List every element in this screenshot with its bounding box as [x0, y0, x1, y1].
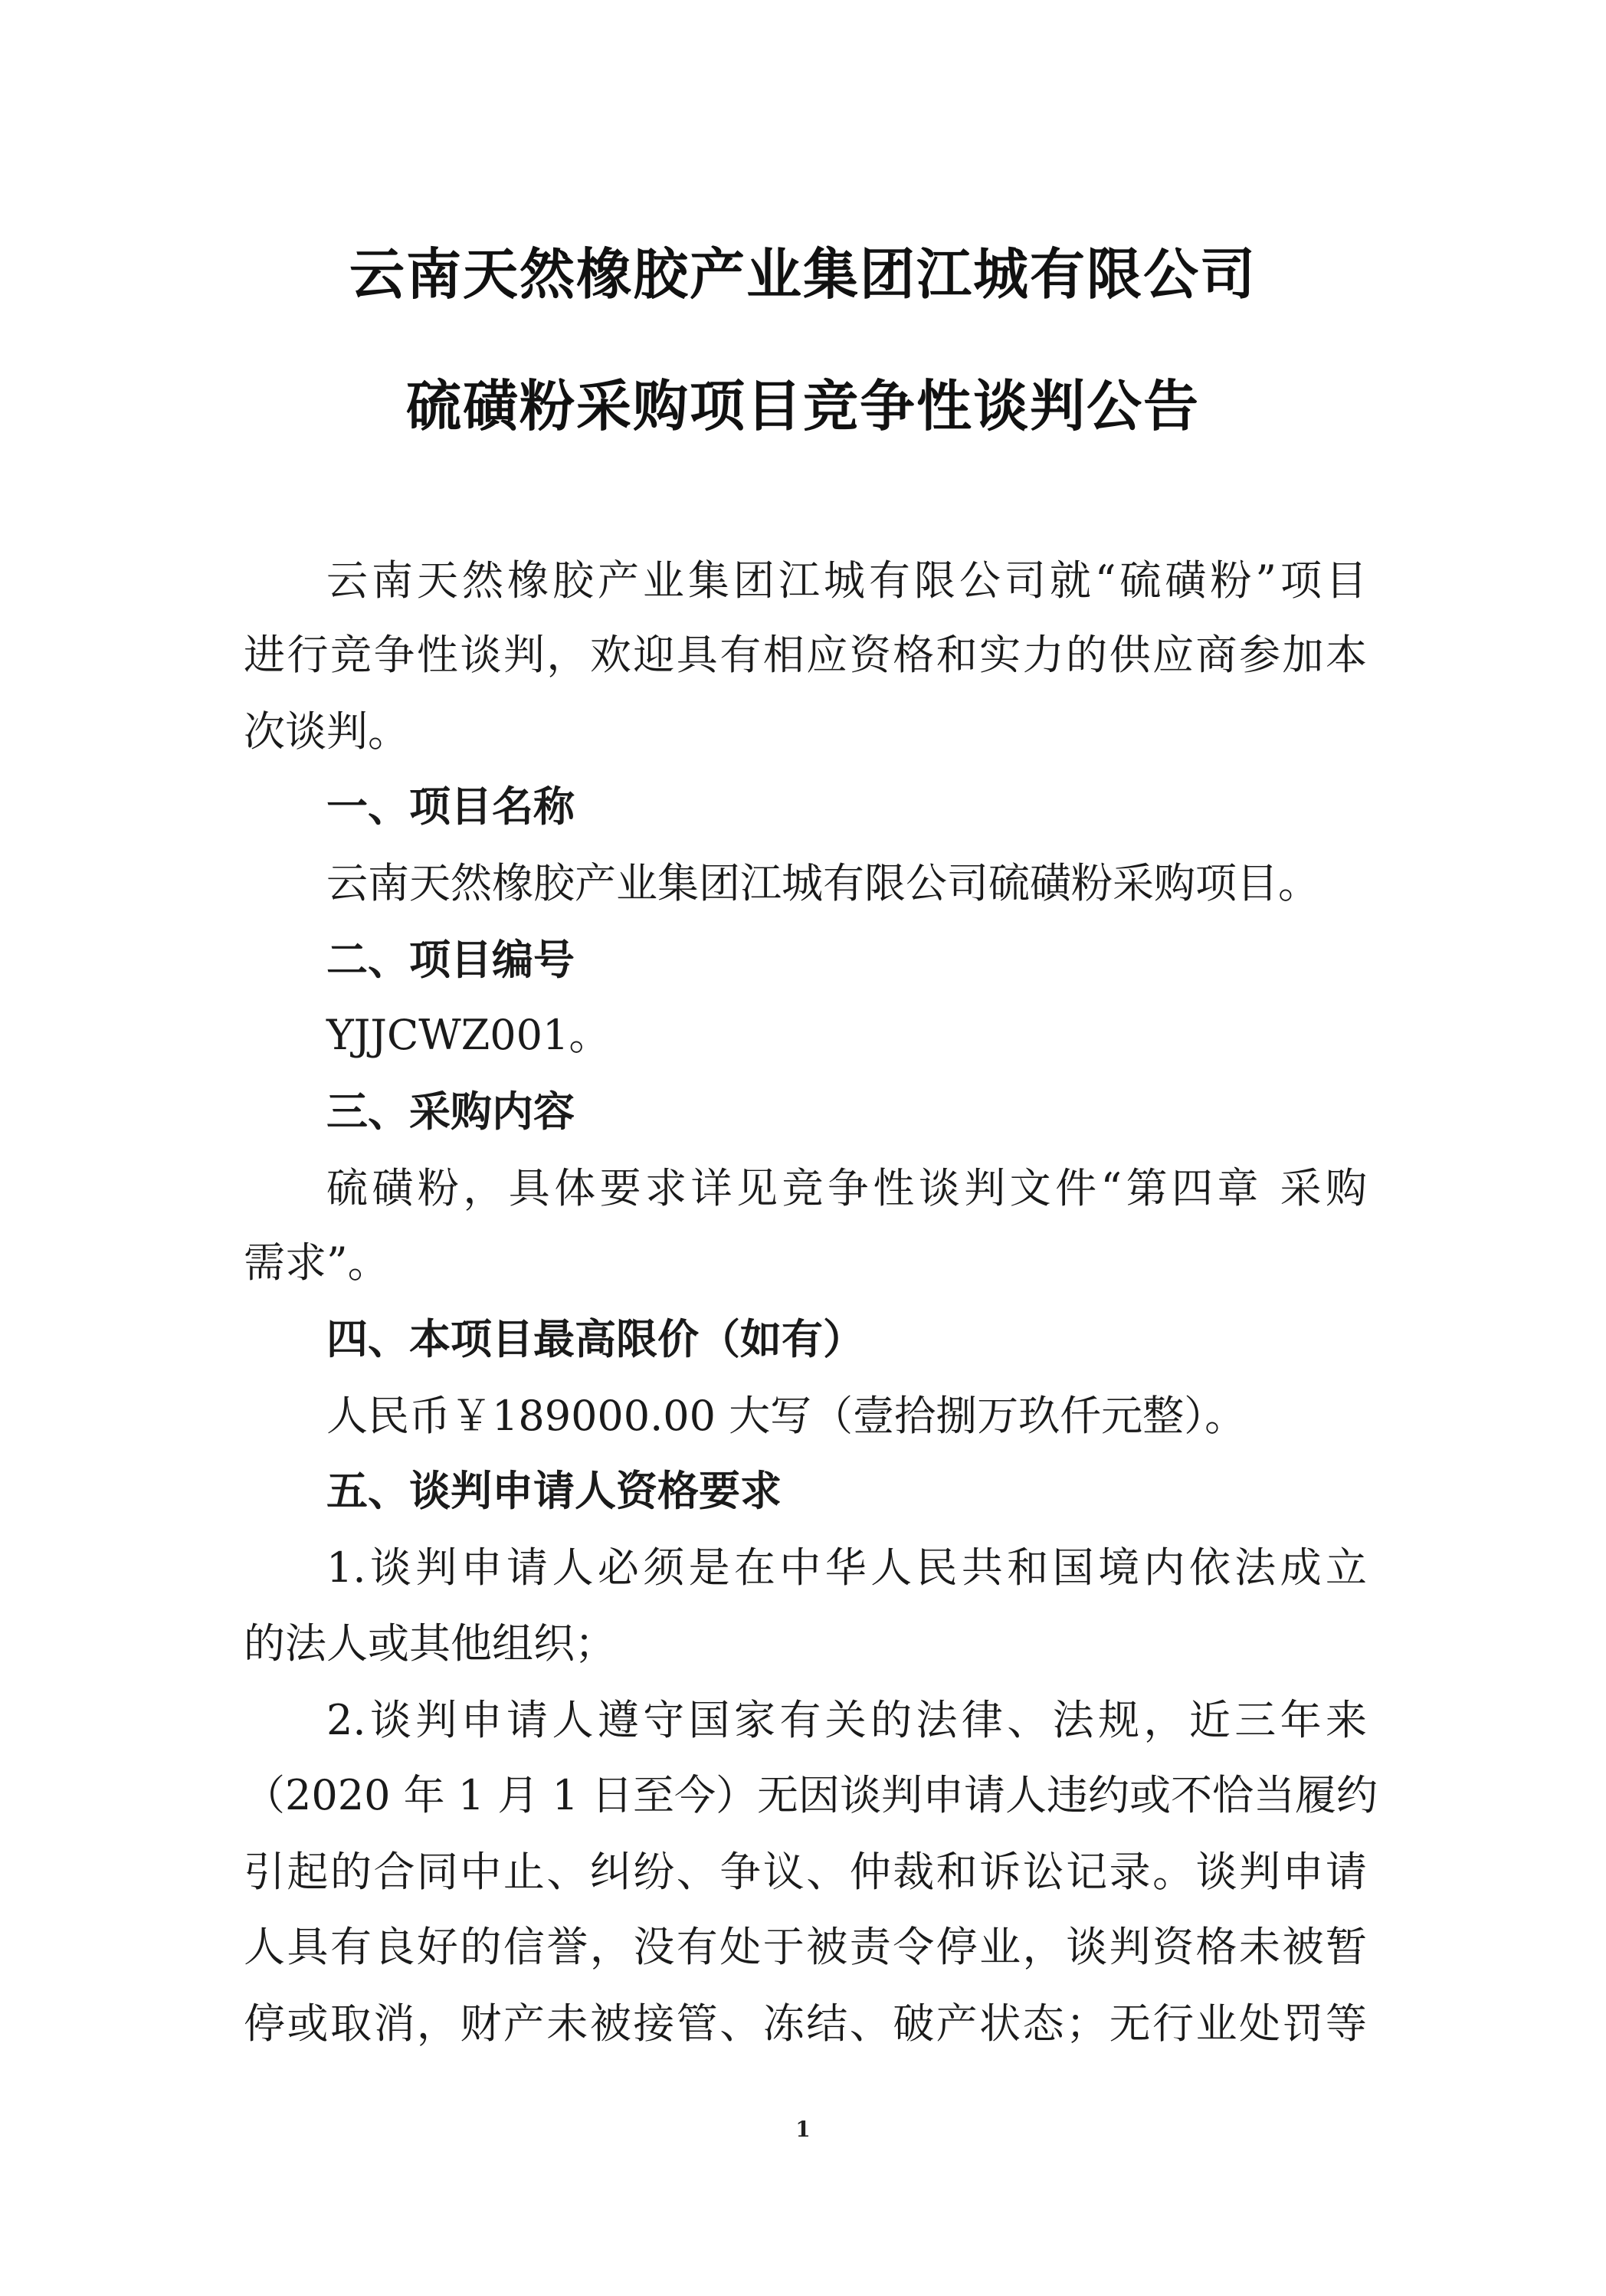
section-5-item-1-line-2: 的法人或其他组织； — [244, 1619, 616, 1668]
section-5-item-2-line-1: 2.谈判申请人遵守国家有关的法律、法规，近三年来 — [326, 1696, 1367, 1744]
section-5-heading: 五、谈判申请人资格要求 — [326, 1467, 782, 1515]
intro-line-3: 次谈判。 — [244, 707, 409, 756]
section-5-item-2-line-4: 人具有良好的信誉，没有处于被责令停业，谈判资格未被暂 — [244, 1923, 1367, 1971]
intro-line-2: 进行竞争性谈判，欢迎具有相应资格和实力的供应商参加本 — [244, 631, 1367, 679]
section-1-text: 云南天然橡胶产业集团江城有限公司硫磺粉采购项目。 — [326, 859, 1319, 907]
section-4-text: 人民币￥189000.00 大写（壹拾捌万玖仟元整）。 — [326, 1392, 1247, 1440]
section-5-item-1-line-1: 1.谈判申请人必须是在中华人民共和国境内依法成立 — [326, 1543, 1367, 1592]
section-3-line-1: 硫磺粉，具体要求详见竞争性谈判文件“第四章 采购 — [326, 1164, 1367, 1212]
section-5-item-2-line-2: （2020 年 1 月 1 日至今）无因谈判申请人违约或不恰当履约 — [244, 1771, 1378, 1819]
section-5-item-2-line-5: 停或取消，财产未被接管、冻结、破产状态；无行业处罚等 — [244, 1999, 1367, 2048]
section-3-line-2: 需求”。 — [244, 1238, 389, 1287]
section-3-heading: 三、采购内容 — [326, 1087, 575, 1136]
section-2-text: YJJCWZ001。 — [326, 1011, 611, 1059]
section-5-item-2-line-3: 引起的合同中止、纠纷、争议、仲裁和诉讼记录。谈判申请 — [244, 1848, 1367, 1896]
page-number: 1 — [795, 2117, 811, 2142]
section-4-heading: 四、本项目最高限价（如有） — [326, 1315, 864, 1363]
section-2-heading: 二、项目编号 — [326, 936, 575, 984]
intro-line-1: 云南天然橡胶产业集团江城有限公司就“硫磺粉”项目 — [326, 556, 1367, 605]
section-1-heading: 一、项目名称 — [326, 782, 575, 831]
title-line-2: 硫磺粉采购项目竞争性谈判公告 — [405, 374, 1200, 438]
title-line-1: 云南天然橡胶产业集团江城有限公司 — [349, 242, 1257, 307]
